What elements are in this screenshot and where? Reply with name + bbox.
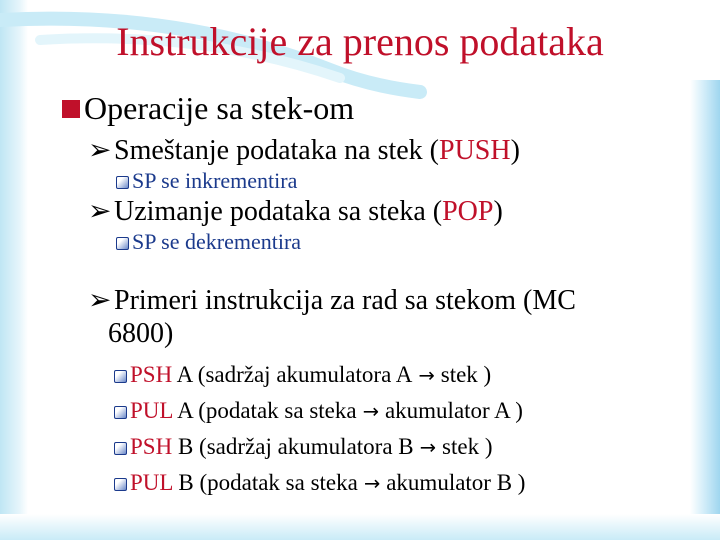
push-subitem [116,168,297,194]
example-operand: B [172,434,194,459]
arrow-bullet-icon: ➢ [88,194,112,227]
push-keyword: PUSH [439,135,511,166]
examples-heading [88,283,576,317]
box-bullet-icon [114,442,127,455]
example-row [114,470,525,496]
square-bullet-icon [62,100,80,118]
example-description: (podatak sa steka [193,470,358,495]
right-arrow-icon: → [419,436,437,459]
pop-keyword: POP [442,196,494,227]
example-mnemonic: PSH [130,434,173,459]
section-heading-text: Operacije sa stek-om [84,90,355,126]
example-row [114,362,491,388]
example-target: akumulator B ) [386,470,526,495]
arrow-bullet-icon: ➢ [88,283,112,316]
example-row [114,398,523,424]
example-target: stek ) [442,434,493,459]
right-gradient-band [690,80,720,540]
slide-title: Instrukcije za prenos podataka [116,19,604,64]
pop-subitem-text: SP se dekrementira [132,229,302,254]
arrow-bullet-icon: ➢ [88,133,112,166]
example-mnemonic: PSH [130,362,173,387]
right-arrow-icon: → [418,364,435,387]
example-operand: A [172,362,193,387]
push-text: Smeštanje podataka na stek ( [114,135,440,166]
box-bullet-icon [114,406,127,419]
example-description: (sadržaj akumulatora A [192,362,413,387]
bottom-gradient-band [0,514,720,540]
example-target: stek ) [440,362,492,387]
pop-text: Uzimanje podataka sa steka ( [114,196,443,227]
right-arrow-icon: → [363,472,381,495]
examples-heading-line1: Primeri instrukcija za rad sa stekom (MC [114,285,576,316]
example-row [114,434,492,460]
right-arrow-icon: → [362,400,379,423]
example-mnemonic: PUL [130,398,173,423]
example-operand: A [172,398,193,423]
push-item [88,133,520,167]
box-bullet-icon [114,370,127,383]
box-bullet-icon [114,478,127,491]
examples-heading-line2: 6800) [108,318,174,349]
push-close: ) [510,135,520,166]
example-description: (podatak sa steka [192,398,357,423]
box-bullet-icon [116,176,129,189]
push-subitem-text: SP se inkrementira [132,168,298,193]
pop-subitem [116,229,301,255]
example-description: (sadržaj akumulatora B [193,434,414,459]
example-operand: B [172,470,194,495]
pop-item [88,194,503,228]
section-heading [62,90,354,127]
example-mnemonic: PUL [130,470,173,495]
pop-close: ) [493,196,503,227]
box-bullet-icon [116,237,129,250]
example-target: akumulator A ) [384,398,523,423]
